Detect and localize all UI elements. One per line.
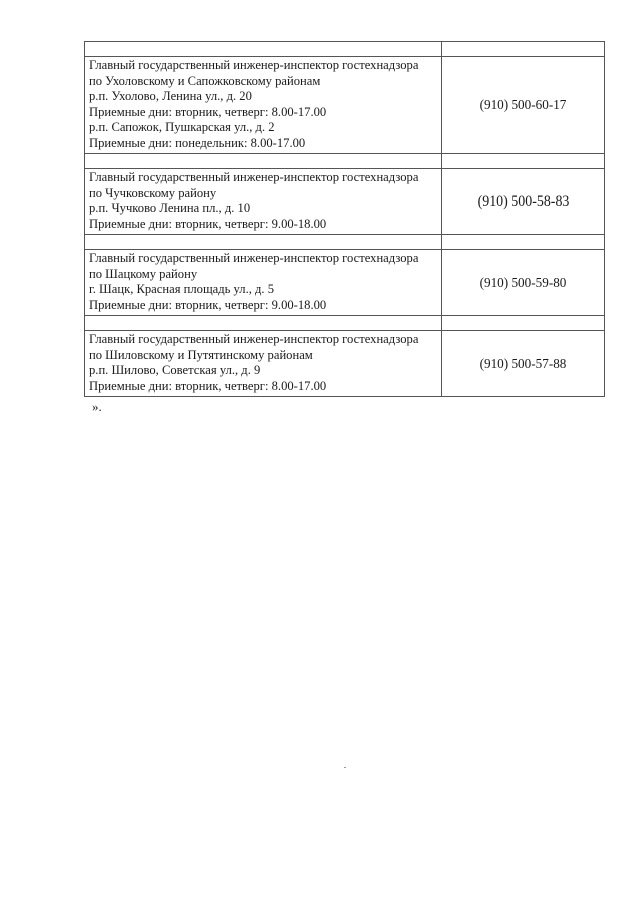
spacer-cell: [85, 42, 442, 57]
inspector-row-shatsk: [85, 250, 605, 316]
inspector-title: Главный государственный инженер-инспектор гостехнадзора: [89, 332, 419, 346]
document-page: [84, 41, 604, 415]
spacer-cell: [442, 235, 605, 250]
inspector-phone: (910) 500-60-17: [442, 57, 605, 154]
inspector-hours: Приемные дни: вторник, четверг: 9.00-18.00: [89, 297, 327, 312]
spacer-row: [85, 316, 605, 331]
spacer-row: [85, 235, 605, 250]
inspector-info-cell: [85, 169, 442, 235]
inspector-district: по Шиловскому и Путятинскому районам: [89, 347, 313, 362]
inspector-info-cell: [85, 57, 442, 154]
inspector-info-cell: [85, 250, 442, 316]
inspector-hours: Приемные дни: вторник, четверг: 8.00-17.00: [89, 104, 327, 119]
inspector-hours-2: Приемные дни: понедельник: 8.00-17.00: [89, 135, 306, 150]
scan-speck: [344, 767, 346, 768]
spacer-cell: [85, 154, 442, 169]
inspector-title: Главный государственный инженер-инспектор гостехнадзора: [89, 251, 419, 265]
inspector-address: г. Шацк, Красная площадь ул., д. 5: [89, 282, 275, 296]
inspector-phone: (910) 500-58-83: [450, 169, 597, 235]
inspector-address: р.п. Шилово, Советская ул., д. 9: [89, 363, 261, 377]
inspector-address: р.п. Ухолово, Ленина ул., д. 20: [89, 89, 252, 103]
spacer-cell: [442, 42, 605, 57]
inspector-info-cell: [85, 331, 442, 397]
inspector-row-shilovo: [85, 331, 605, 397]
spacer-row: [85, 42, 605, 57]
inspector-district: по Чучковскому району: [89, 185, 217, 200]
inspector-district: по Шацкому району: [89, 266, 198, 281]
inspector-phone: (910) 500-59-80: [442, 250, 605, 316]
inspector-address-2: р.п. Сапожок, Пушкарская ул., д. 2: [89, 120, 275, 134]
inspector-row-ukholovo: [85, 57, 605, 154]
inspector-address: р.п. Чучково Ленина пл., д. 10: [89, 201, 251, 215]
spacer-row: [85, 154, 605, 169]
contacts-table: [84, 41, 605, 397]
inspector-row-chuchkovo: [85, 169, 605, 235]
inspector-hours: Приемные дни: вторник, четверг: 8.00-17.00: [89, 378, 327, 393]
inspector-title: Главный государственный инженер-инспектор гостехнадзора: [89, 170, 419, 184]
inspector-title: Главный государственный инженер-инспектор гостехнадзора: [89, 58, 419, 72]
spacer-cell: [442, 154, 605, 169]
spacer-cell: [85, 316, 442, 331]
spacer-cell: [85, 235, 442, 250]
spacer-cell: [442, 316, 605, 331]
closing-quote: ».: [92, 399, 102, 414]
inspector-hours: Приемные дни: вторник, четверг: 9.00-18.00: [89, 216, 327, 231]
inspector-phone: (910) 500-57-88: [442, 331, 605, 397]
inspector-district: по Ухоловскому и Сапожковскому районам: [89, 73, 321, 88]
